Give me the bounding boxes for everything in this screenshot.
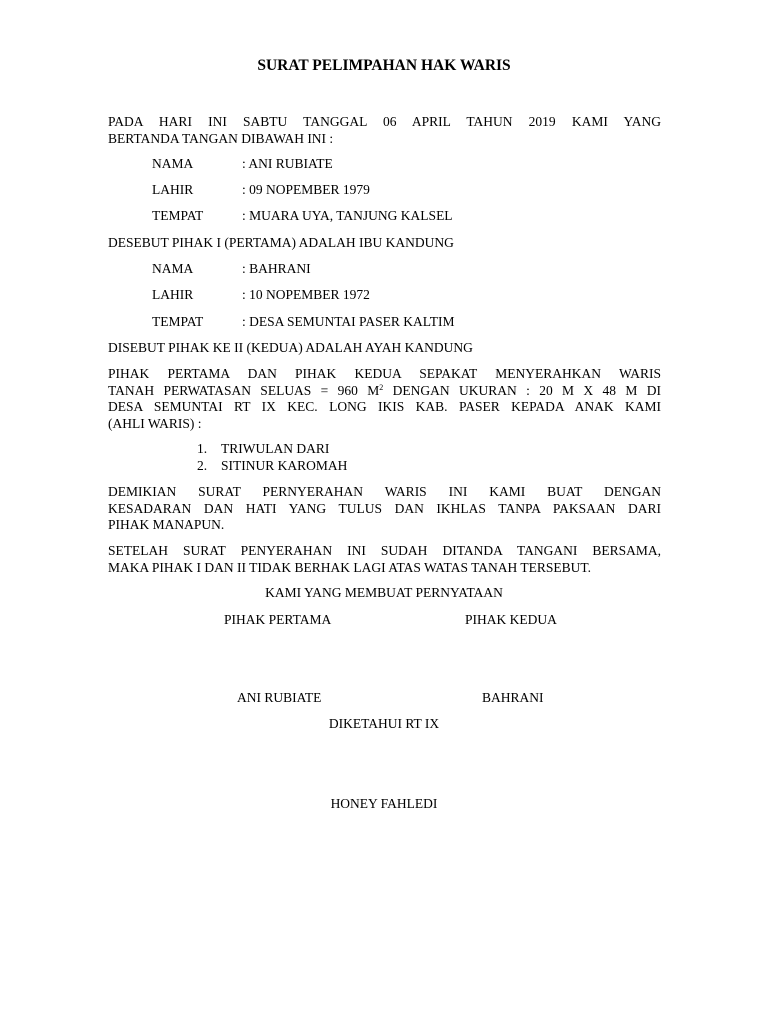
party1-birth-value: : 09 NOPEMBER 1979 xyxy=(242,182,370,197)
agreement-line-2b: DENGAN UKURAN : 20 M X 48 M DI xyxy=(383,382,661,398)
heir-name: TRIWULAN DARI xyxy=(221,441,330,456)
closing2-line-2: MAKA PIHAK I DAN II TIDAK BERHAK LAGI ATAS WATAS TANAH TERSEBUT. xyxy=(108,559,592,575)
witness-heading: DIKETAHUI RT IX xyxy=(328,716,440,731)
agreement-paragraph xyxy=(108,366,661,432)
party1-birth-label: LAHIR xyxy=(152,182,194,197)
second-party-signatory: BAHRANI xyxy=(482,690,544,705)
intro-line-2: BERTANDA TANGAN DIBAWAH INI : xyxy=(108,130,334,146)
agreement-line-4: (AHLI WARIS) : xyxy=(108,415,202,431)
party1-name-value: : ANI RUBIATE xyxy=(242,156,333,171)
agreement-line-2a: TANAH PERWATASAN SELUAS = 960 M xyxy=(108,382,380,398)
second-party-role: PIHAK KEDUA xyxy=(465,612,557,627)
squared-superscript: 2 xyxy=(379,382,384,392)
party2-designation: DISEBUT PIHAK KE II (KEDUA) ADALAH AYAH KANDUNG xyxy=(108,340,473,355)
first-party-role: PIHAK PERTAMA xyxy=(224,612,332,627)
party2-name-value: : BAHRANI xyxy=(242,261,311,276)
party2-place-label: TEMPAT xyxy=(152,314,204,329)
document-title: SURAT PELIMPAHAN HAK WARIS xyxy=(257,57,511,74)
party1-place-value: : MUARA UYA, TANJUNG KALSEL xyxy=(242,208,453,223)
party2-place-value: : DESA SEMUNTAI PASER KALTIM xyxy=(242,314,455,329)
closing2-line-1: SETELAH SURAT PENYERAHAN INI SUDAH DITANDA TANGANI BERSAMA, xyxy=(108,543,661,558)
closing1-line-2: KESADARAN DAN HATI YANG TULUS DAN IKHLAS TANPA PAKSAAN DARI xyxy=(108,500,661,516)
party2-name-label: NAMA xyxy=(152,261,194,276)
party2-birth-value: : 10 NOPEMBER 1972 xyxy=(242,287,370,302)
closing-paragraph-1 xyxy=(108,484,661,534)
party1-place-label: TEMPAT xyxy=(152,208,204,223)
intro-paragraph xyxy=(108,114,661,147)
witness-signatory: HONEY FAHLEDI xyxy=(330,796,438,811)
heir-number: 1. xyxy=(197,441,208,456)
first-party-signatory: ANI RUBIATE xyxy=(237,690,322,705)
heir-number: 2. xyxy=(197,458,208,473)
agreement-line-1: PIHAK PERTAMA DAN PIHAK KEDUA SEPAKAT MENYERAHKAN WARIS xyxy=(108,366,661,381)
agreement-line-3: DESA SEMUNTAI RT IX KEC. LONG IKIS KAB. PASER KEPADA ANAK KAMI xyxy=(108,399,661,414)
intro-line-1: PADA HARI INI SABTU TANGGAL 06 APRIL TAHUN 2019 KAMI YANG xyxy=(108,114,661,129)
heir-name: SITINUR KAROMAH xyxy=(221,458,348,473)
closing-paragraph-2 xyxy=(108,543,661,576)
agreement-line-2 xyxy=(108,383,661,400)
party2-birth-label: LAHIR xyxy=(152,287,194,302)
party1-designation: DESEBUT PIHAK I (PERTAMA) ADALAH IBU KANDUNG xyxy=(108,235,454,250)
closing1-line-3: PIHAK MANAPUN. xyxy=(108,517,225,532)
signatures-heading: KAMI YANG MEMBUAT PERNYATAAN xyxy=(265,585,503,600)
party1-name-label: NAMA xyxy=(152,156,194,171)
closing1-line-1: DEMIKIAN SURAT PERNYERAHAN WARIS INI KAMI BUAT DENGAN xyxy=(108,484,661,499)
